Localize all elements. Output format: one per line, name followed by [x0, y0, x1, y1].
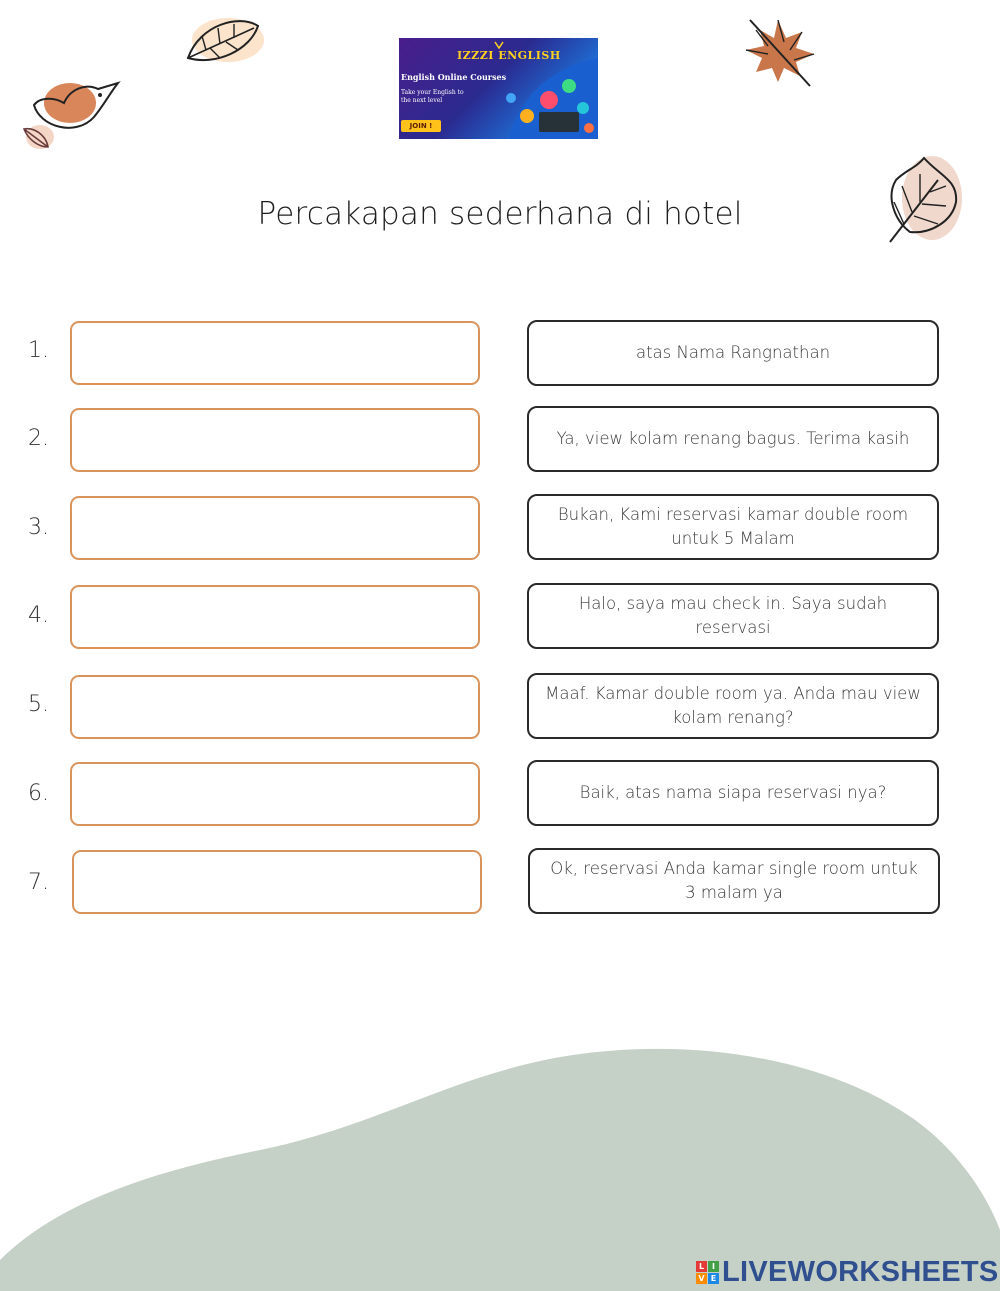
item-number: 1. — [28, 338, 49, 363]
course-banner[interactable] — [399, 38, 598, 139]
background-wave — [0, 1030, 1000, 1291]
liveworksheets-logo[interactable] — [696, 1256, 999, 1289]
item-number: 6. — [28, 781, 49, 806]
item-number: 5. — [28, 692, 49, 717]
logo-mark: L I V E — [696, 1261, 719, 1284]
maple-leaf-icon — [738, 10, 820, 92]
answer-drop-box-4[interactable] — [70, 585, 480, 649]
option-card[interactable]: Maaf. Kamar double room ya. Anda mau view kolam renang? — [527, 673, 939, 739]
answer-drop-box-2[interactable] — [70, 408, 480, 472]
option-card[interactable]: Baik, atas nama siapa reservasi nya? — [527, 760, 939, 826]
option-card[interactable]: atas Nama Rangnathan — [527, 320, 939, 386]
banner-brand: IZZZI ENGLISH — [457, 49, 561, 62]
bird-icon — [20, 75, 124, 157]
option-card[interactable]: Ok, reservasi Anda kamar single room untuk 3 malam ya — [528, 848, 940, 914]
item-number: 7. — [28, 870, 49, 895]
item-number: 3. — [28, 515, 49, 540]
option-card[interactable]: Halo, saya mau check in. Saya sudah reservasi — [527, 583, 939, 649]
answer-drop-box-3[interactable] — [70, 496, 480, 560]
answer-drop-box-5[interactable] — [70, 675, 480, 739]
logo-text: LIVEWORKSHEETS — [722, 1256, 999, 1288]
option-card[interactable]: Ya, view kolam renang bagus. Terima kasih — [527, 406, 939, 472]
banner-join-button[interactable]: JOIN ! — [401, 120, 441, 132]
leaf-icon — [180, 14, 266, 72]
page-title: Percakapan sederhana di hotel — [257, 196, 743, 232]
banner-courses: English Online Courses — [401, 72, 507, 82]
banner-tagline: Take your English to the next level — [401, 89, 464, 104]
item-number: 2. — [28, 426, 49, 451]
answer-drop-box-7[interactable] — [72, 850, 482, 914]
item-number: 4. — [28, 603, 49, 628]
option-card[interactable]: Bukan, Kami reservasi kamar double room untuk 5 Malam — [527, 494, 939, 560]
answer-drop-box-6[interactable] — [70, 762, 480, 826]
answer-drop-box-1[interactable] — [70, 321, 480, 385]
